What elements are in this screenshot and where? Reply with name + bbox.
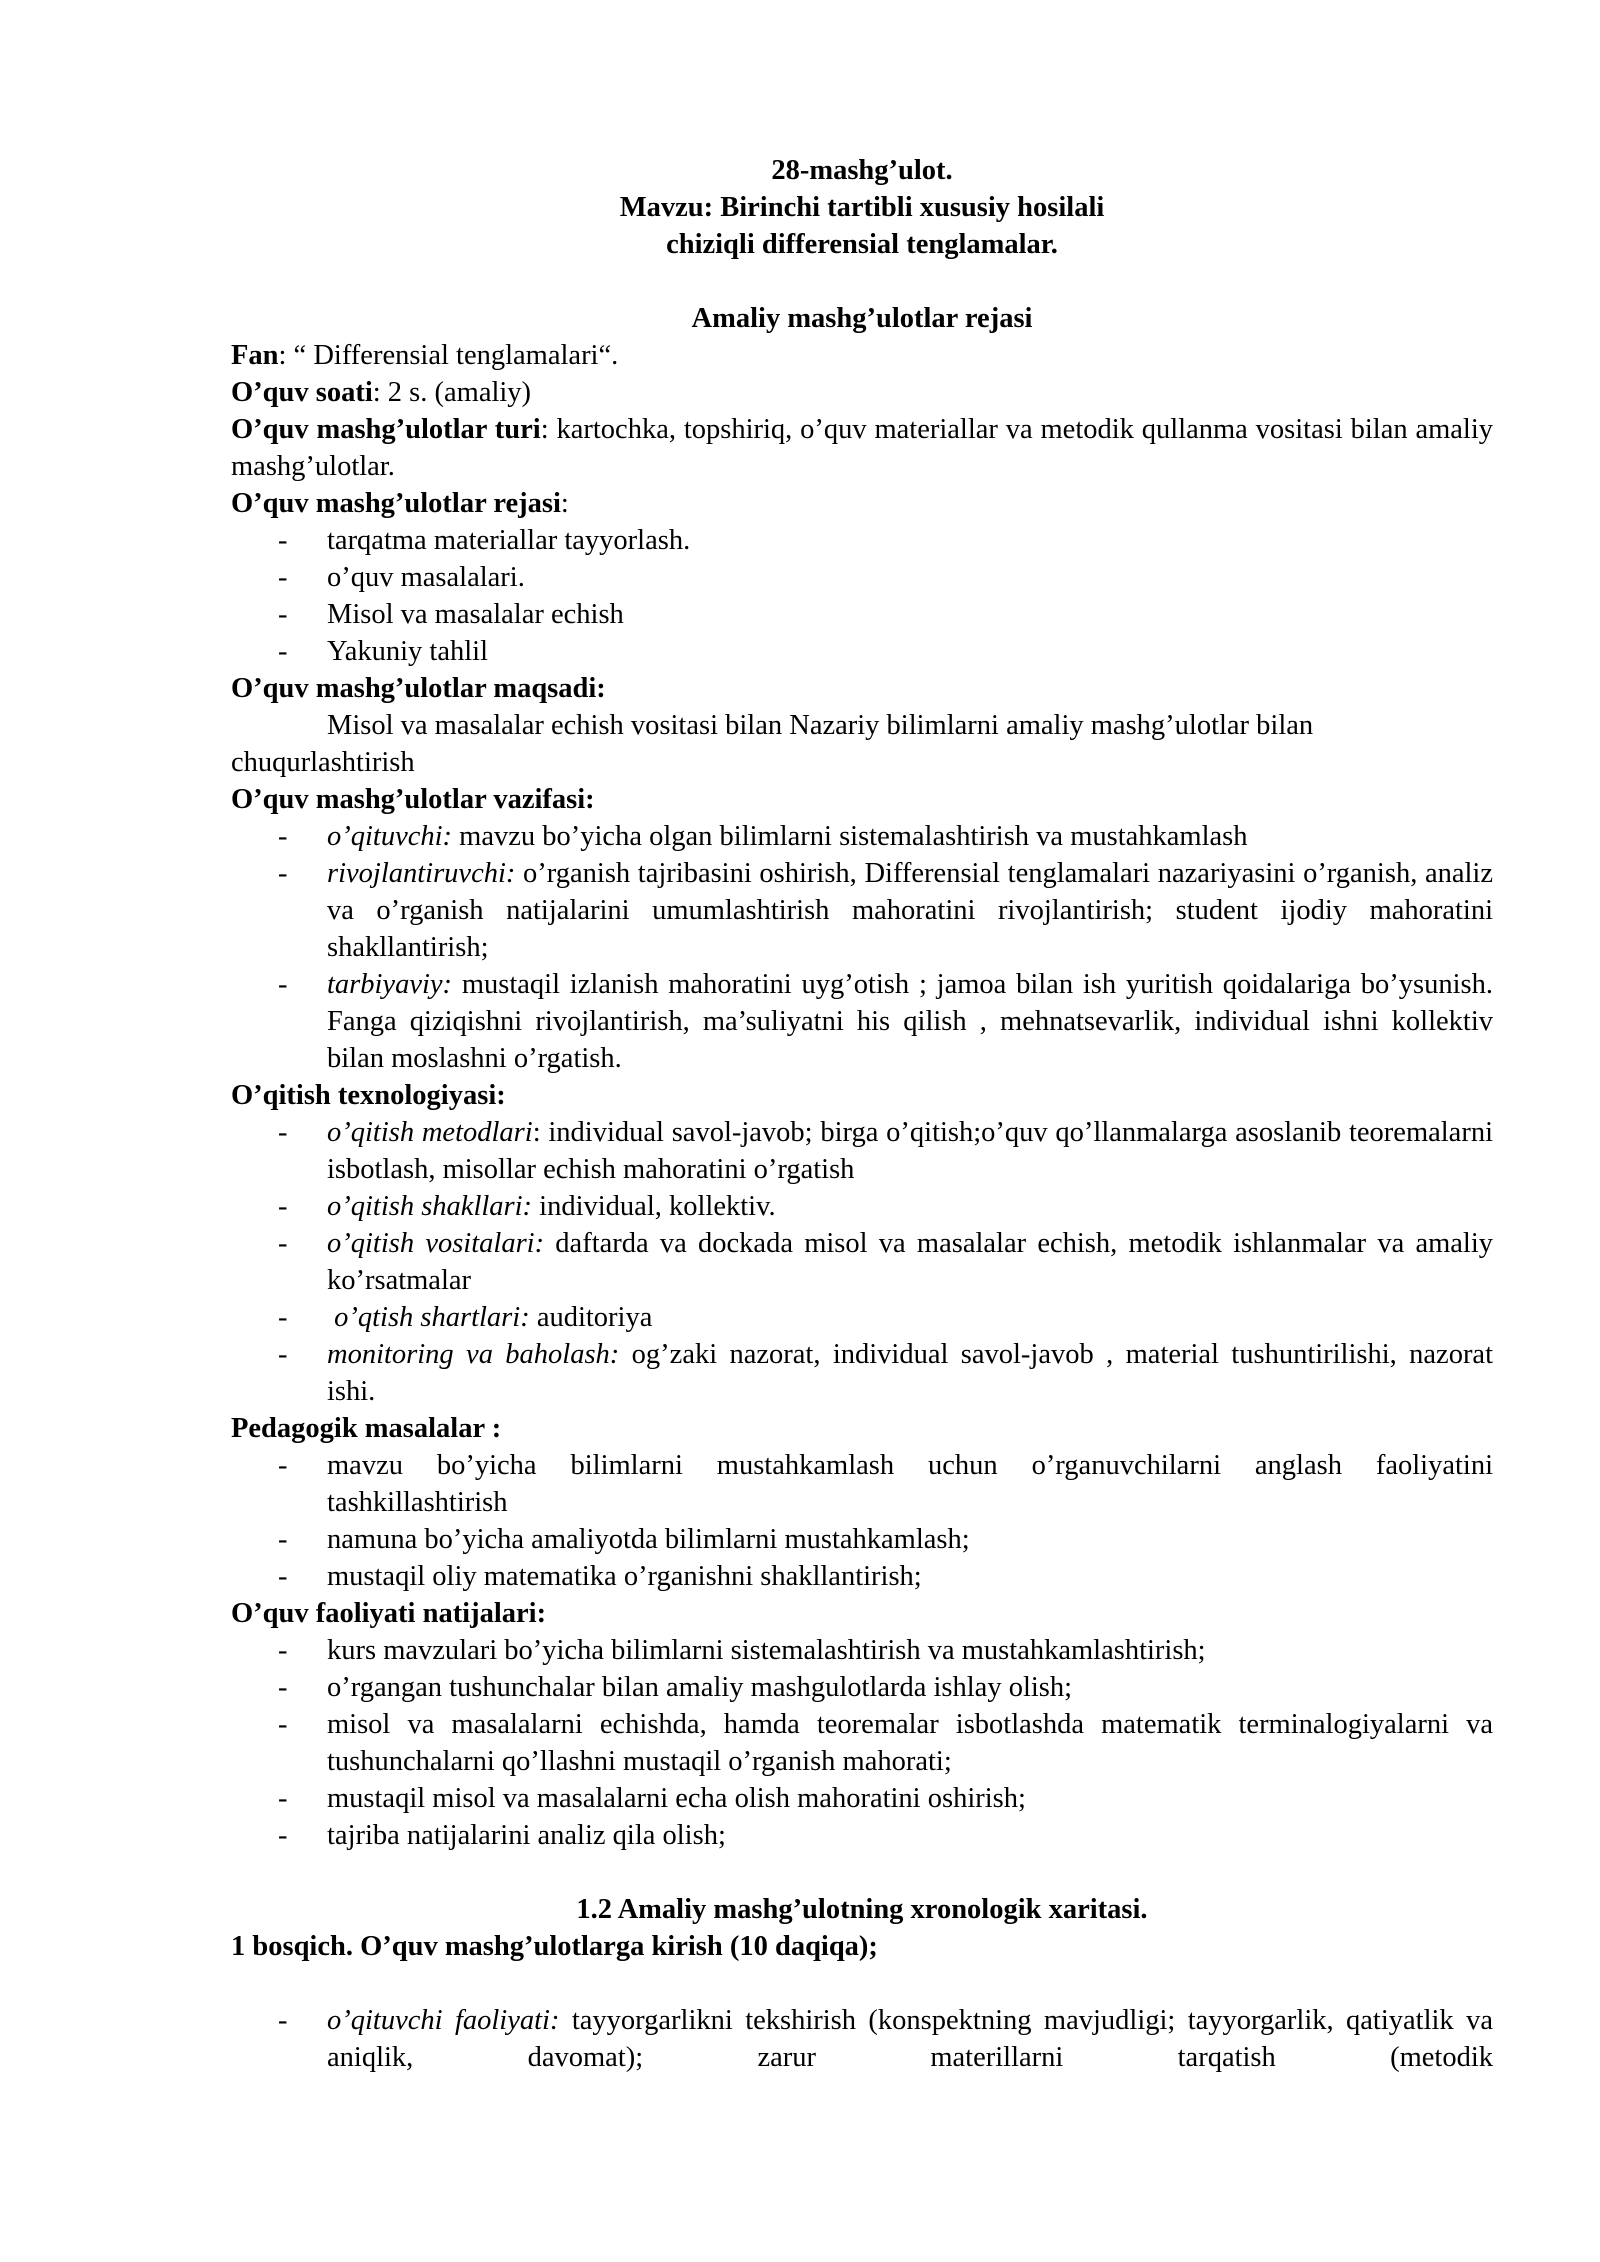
list-item xyxy=(231,1225,1493,1299)
list-item xyxy=(231,1114,1493,1188)
lesson-title: 28-mashg’ulot. xyxy=(771,155,953,186)
item-text: : individual savol-javob; birga o’qitish;o’quv qo’llanmalarga asoslanib teoremalarni isbotlash, misollar echish mahoratini o’rgatish xyxy=(327,1117,1493,1185)
topic-line-2: chiziqli differensial tenglamalar. xyxy=(666,229,1058,260)
item-text: og’zaki nazorat, individual savol-javob , material tushuntirilishi, nazorat ishi. xyxy=(327,1339,1494,1407)
item-term: monitoring va baholash: xyxy=(327,1339,620,1370)
list-item: - Yakuniy tahlil xyxy=(231,633,1493,670)
list-item xyxy=(231,1336,1493,1410)
document-page xyxy=(231,152,1493,2076)
list-item xyxy=(231,1299,1493,1336)
pedagogik-list xyxy=(231,1447,1493,1595)
texnologiya-heading: O’qitish texnologiyasi: xyxy=(231,1080,506,1111)
stage-1-heading: 1 bosqich. O’quv mashg’ulotlarga kirish (10 daqiqa); xyxy=(231,1931,878,1962)
spacer xyxy=(231,1854,1493,1891)
xarita-heading: 1.2 Amaliy mashg’ulotning xronologik xaritasi. xyxy=(576,1894,1148,1925)
stage-1-list xyxy=(231,2002,1493,2076)
natijalari-heading: O’quv faoliyati natijalari: xyxy=(231,1598,547,1629)
pedagogik-heading: Pedagogik masalalar : xyxy=(231,1413,502,1444)
item-term: o’qitish vositalari: xyxy=(327,1228,545,1259)
vazifasi-list xyxy=(231,818,1493,1077)
rejasi-list xyxy=(231,522,1493,670)
topic-line-1: Mavzu: Birinchi tartibli xususiy hosilali xyxy=(619,192,1105,223)
soat-line xyxy=(231,374,1493,411)
list-item: - mavzu bo’yicha bilimlarni mustahkamlash uchun o’rganuvchilarni anglash faoliyatini tashkillashtirish xyxy=(231,1447,1493,1521)
turi-label: O’quv mashg’ulotlar turi xyxy=(231,414,541,445)
soat-label: O’quv soati xyxy=(231,377,373,408)
plan-heading: Amaliy mashg’ulotlar rejasi xyxy=(691,303,1033,334)
fan-line xyxy=(231,337,1493,374)
fan-label: Fan xyxy=(231,340,279,371)
item-term: o’qitish shakllari: xyxy=(327,1191,533,1222)
item-term: o’qtish shartlari: xyxy=(327,1302,530,1333)
item-term: rivojlantiruvchi: xyxy=(327,858,516,889)
rejasi-colon: : xyxy=(560,488,569,519)
list-item xyxy=(231,966,1493,1077)
item-term: tarbiyaviy: xyxy=(327,969,453,1000)
rejasi-heading xyxy=(231,485,1493,522)
item-text: daftarda va dockada misol va masalalar echish, metodik ishlanmalar va amaliy ko’rsatmalar xyxy=(327,1228,1494,1296)
item-text: o’rganish tajribasini oshirish, Differensial tenglamalari nazariyasini o’rganish, analiz va o’rganish natijalarini umumlashtirish mahoratini rivojlantirish; student ijodiy mahoratini shakllantirish; xyxy=(327,858,1493,963)
maqsadi-heading: O’quv mashg’ulotlar maqsadi: xyxy=(231,673,606,704)
list-item: - o’quv masalalari. xyxy=(231,559,1493,596)
list-item: - misol va masalalarni echishda, hamda teoremalar isbotlashda matematik terminalogiyalarni va tushunchalarni qo’llashni mustaqil o’rganish mahorati; xyxy=(231,1706,1493,1780)
item-term: o’qitish metodlari xyxy=(327,1117,533,1148)
item-term: o’qituvchi faoliyati: xyxy=(327,2005,560,2036)
item-text: auditoriya xyxy=(529,1302,653,1333)
list-item: - kurs mavzulari bo’yicha bilimlarni sistemalashtirish va mustahkamlashtirish; xyxy=(231,1632,1493,1669)
list-item: - o’rgangan tushunchalar bilan amaliy mashgulotlarda ishlay olish; xyxy=(231,1669,1493,1706)
list-item: - namuna bo’yicha amaliyotda bilimlarni mustahkamlash; xyxy=(231,1521,1493,1558)
spacer xyxy=(231,263,1493,300)
texnologiya-list xyxy=(231,1114,1493,1410)
list-item: - tarqatma materiallar tayyorlash. xyxy=(231,522,1493,559)
item-text: mustaqil izlanish mahoratini uyg’otish ; jamoa bilan ish yuritish qoidalariga bo’ysunish. Fanga qiziqishni rivojlantirish, ma’suliyatni his qilish , mehnatsevarlik, individual ishni kollektiv bilan moslashni o’rgatish. xyxy=(327,969,1493,1074)
list-item xyxy=(231,818,1493,855)
item-term: o’qituvchi: xyxy=(327,821,453,852)
item-text: mavzu bo’yicha olgan bilimlarni sistemalashtirish va mustahkamlash xyxy=(452,821,1248,852)
vazifasi-heading: O’quv mashg’ulotlar vazifasi: xyxy=(231,784,595,815)
list-item xyxy=(231,855,1493,966)
list-item: - Misol va masalalar echish xyxy=(231,596,1493,633)
list-item: - tajriba natijalarini analiz qila olish; xyxy=(231,1817,1493,1854)
turi-paragraph xyxy=(231,411,1493,485)
item-text: tayyorgarlikni tekshirish (konspektning mavjudligi; tayyorgarlik, qatiyatlik va aniqlik, davomat); zarur materillarni tarqatish (metodik xyxy=(327,2005,1493,2073)
turi-value: : kartochka, topshiriq, o’quv materiallar va metodik qullanma vositasi bilan amaliy mashg’ulotlar. xyxy=(231,414,1493,482)
list-item xyxy=(231,1188,1493,1225)
list-item: - mustaqil misol va masalalarni echa olish mahoratini oshirish; xyxy=(231,1780,1493,1817)
item-text: individual, kollektiv. xyxy=(532,1191,776,1222)
natijalari-list xyxy=(231,1632,1493,1854)
soat-value: : 2 s. (amaliy) xyxy=(372,377,532,408)
list-item: - mustaqil oliy matematika o’rganishni shakllantirish; xyxy=(231,1558,1493,1595)
list-item xyxy=(231,2002,1493,2076)
spacer xyxy=(231,1965,1493,2002)
fan-value: : “ Differensial tenglamalari“. xyxy=(278,340,619,371)
rejasi-label: O’quv mashg’ulotlar rejasi xyxy=(231,488,561,519)
maqsadi-text: Misol va masalalar echish vositasi bilan Nazariy bilimlarni amaliy mashg’ulotlar bilan chuqurlashtirish xyxy=(231,710,1314,778)
